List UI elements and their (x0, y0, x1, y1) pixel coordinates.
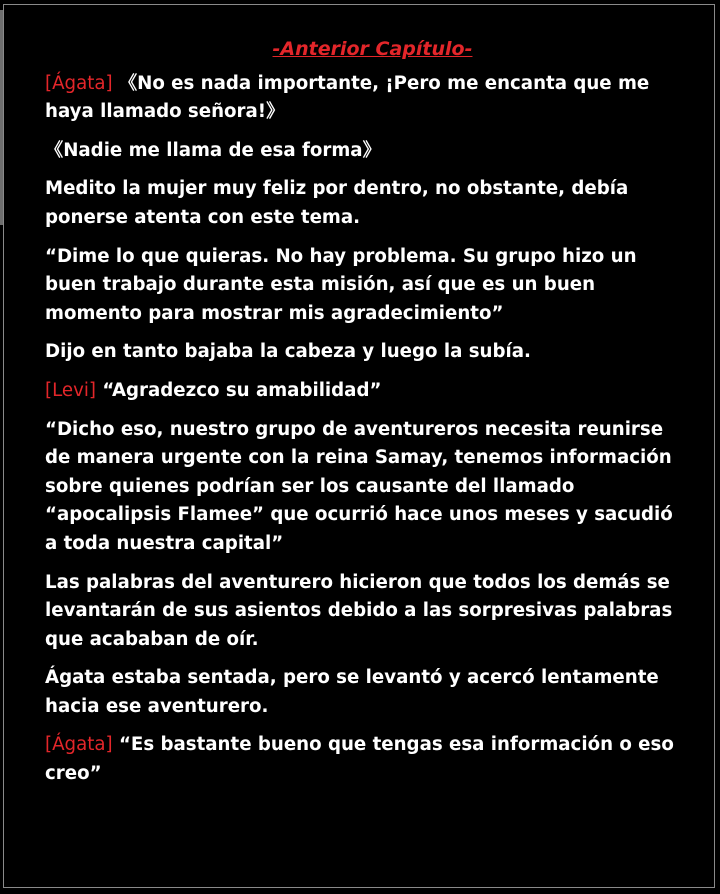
paragraph-text: Dijo en tanto bajaba la cabeza y luego la subía. (45, 341, 531, 363)
paragraph-text: “Dicho eso, nuestro grupo de aventureros necesita reunirse de manera urgente con la reina Samay, tenemos información sobre quienes podrían ser los causante del llamado “apocalipsis Flamee” que ocurrió hace unos meses y sacudió a toda nuestra capital” (45, 418, 673, 554)
speaker-tag: [Levi] (45, 379, 97, 401)
paragraph-text: “Es bastante bueno que tengas esa información o eso creo” (45, 734, 674, 785)
paragraph-text: “Agradezco su amabilidad” (96, 379, 382, 401)
paragraph-4 (45, 243, 685, 329)
paragraph-text: Medito la mujer muy feliz por dentro, no obstante, debía ponerse atenta con este tema. (45, 178, 629, 228)
paragraph-2 (45, 137, 685, 166)
paragraph-text: 《Nadie me llama de esa forma》 (45, 139, 381, 161)
speaker-tag: [Ágata] (45, 734, 113, 756)
paragraph-text: Las palabras del aventurero hicieron que todos los demás se levantarán de sus asientos debido a las sorpresivas palabras que acababan de oír. (45, 571, 673, 650)
paragraph-1 (45, 70, 685, 127)
paragraph-8 (45, 569, 685, 655)
paragraph-9 (45, 664, 685, 721)
paragraph-5 (45, 338, 685, 367)
paragraph-text: Ágata estaba sentada, pero se levantó y acercó lentamente hacia ese aventurero. (45, 667, 659, 717)
paragraph-10 (45, 731, 685, 788)
chapter-content (45, 35, 685, 799)
speaker-tag: [Ágata] (45, 72, 113, 94)
previous-chapter-link[interactable]: -Anterior Capítulo- (272, 38, 473, 60)
paragraph-3 (45, 175, 685, 232)
paragraph-6 (45, 377, 685, 406)
paragraph-7 (45, 416, 685, 559)
paragraph-text: “Dime lo que quieras. No hay problema. Su grupo hizo un buen trabajo durante esta misión, así que es un buen momento para mostrar mis agradecimiento” (45, 245, 637, 324)
paragraph-text: 《No es nada importante, ¡Pero me encanta que me haya llamado señora!》 (45, 72, 650, 123)
